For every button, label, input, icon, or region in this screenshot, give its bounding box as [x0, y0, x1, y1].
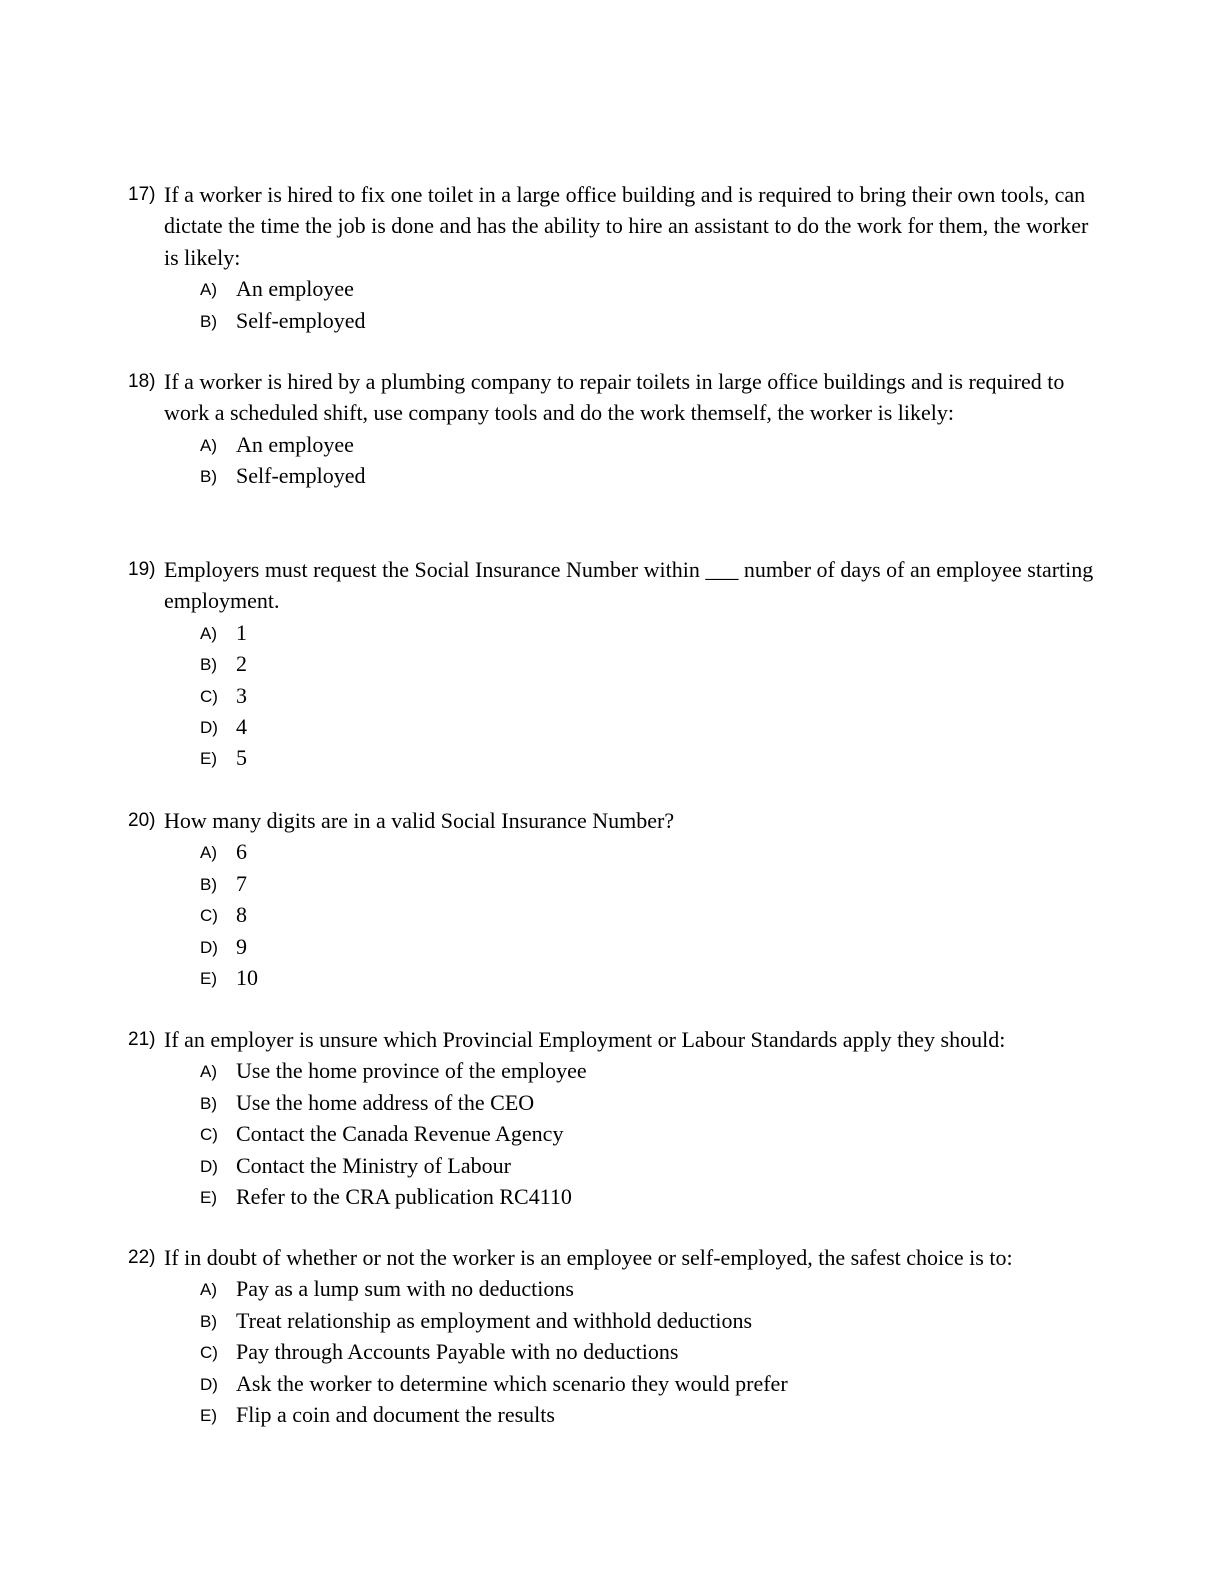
answer-option[interactable]: [128, 1150, 1098, 1181]
question-19: [128, 554, 1098, 774]
option-text: Treat relationship as employment and withhold deductions: [236, 1307, 753, 1333]
option-text: An employee: [236, 431, 354, 457]
option-letter: B): [200, 1093, 217, 1113]
question-text: If in doubt of whether or not the worker is an employee or self-employed, the safest choice is to:: [164, 1245, 1013, 1270]
answer-option[interactable]: [128, 680, 1098, 711]
answer-options: [128, 273, 1098, 336]
option-letter: D): [200, 1156, 218, 1176]
question-stem: [128, 1242, 1098, 1273]
answer-option[interactable]: [128, 899, 1098, 930]
answer-option[interactable]: [128, 1336, 1098, 1367]
answer-options: [128, 1055, 1098, 1212]
option-letter: A): [200, 435, 217, 455]
answer-option[interactable]: [128, 1368, 1098, 1399]
answer-option[interactable]: [128, 617, 1098, 648]
question-text: If a worker is hired to fix one toilet in a large office building and is required to bring their own tools, can dictate the time the job is done and has the ability to hire an assistant to do the work for them, the worker is likely:: [164, 182, 1089, 270]
option-text: Self-employed: [236, 463, 366, 489]
option-letter: D): [200, 937, 218, 957]
answer-option[interactable]: [128, 305, 1098, 336]
option-text: Use the home address of the CEO: [236, 1089, 535, 1115]
question-stem: [128, 805, 1098, 836]
option-letter: E): [200, 968, 217, 988]
question-stem: [128, 554, 1098, 617]
answer-option[interactable]: [128, 742, 1098, 773]
option-letter: A): [200, 843, 217, 863]
answer-options: [128, 429, 1098, 492]
answer-option[interactable]: [128, 273, 1098, 304]
question-stem: [128, 1024, 1098, 1055]
option-text: 3: [236, 682, 247, 708]
answer-option[interactable]: [128, 711, 1098, 742]
answer-option[interactable]: [128, 1087, 1098, 1118]
option-text: 6: [236, 839, 247, 865]
option-text: 7: [236, 870, 247, 896]
option-text: Contact the Canada Revenue Agency: [236, 1121, 564, 1147]
option-letter: B): [200, 874, 217, 894]
option-text: Self-employed: [236, 307, 366, 333]
answer-option[interactable]: [128, 1055, 1098, 1086]
answer-options: [128, 617, 1098, 774]
option-letter: E): [200, 1187, 217, 1207]
option-text: Pay as a lump sum with no deductions: [236, 1276, 574, 1302]
option-letter: C): [200, 1343, 218, 1363]
option-letter: D): [200, 1374, 218, 1394]
question-20: [128, 805, 1098, 993]
answer-options: [128, 1273, 1098, 1430]
answer-option[interactable]: [128, 962, 1098, 993]
option-text: 2: [236, 651, 247, 677]
question-22: [128, 1242, 1098, 1430]
answer-option[interactable]: [128, 1305, 1098, 1336]
option-letter: A): [200, 1062, 217, 1082]
answer-option[interactable]: [128, 1118, 1098, 1149]
option-text: 8: [236, 902, 247, 928]
option-text: An employee: [236, 276, 354, 302]
question-number: 22): [128, 1247, 156, 1268]
option-letter: C): [200, 906, 218, 926]
question-21: [128, 1024, 1098, 1212]
answer-option[interactable]: [128, 460, 1098, 491]
option-letter: B): [200, 1311, 217, 1331]
answer-option[interactable]: [128, 1273, 1098, 1304]
option-text: Use the home province of the employee: [236, 1058, 587, 1084]
question-17: [128, 179, 1098, 336]
question-number: 21): [128, 1029, 156, 1050]
option-letter: A): [200, 623, 217, 643]
question-number: 19): [128, 559, 156, 580]
option-text: Flip a coin and document the results: [236, 1401, 555, 1427]
question-text: How many digits are in a valid Social Insurance Number?: [164, 808, 675, 833]
answer-option[interactable]: [128, 1181, 1098, 1212]
option-letter: B): [200, 467, 217, 487]
question-number: 20): [128, 810, 156, 831]
question-stem: [128, 179, 1098, 273]
answer-option[interactable]: [128, 1399, 1098, 1430]
answer-option[interactable]: [128, 931, 1098, 962]
option-letter: D): [200, 717, 218, 737]
option-letter: E): [200, 749, 217, 769]
question-stem: [128, 366, 1098, 429]
question-text: Employers must request the Social Insurance Number within ___ number of days of an employee starting employment.: [164, 557, 1094, 614]
option-letter: B): [200, 655, 217, 675]
option-text: 4: [236, 713, 247, 739]
option-letter: C): [200, 686, 218, 706]
question-text: If an employer is unsure which Provincial Employment or Labour Standards apply they should:: [164, 1027, 1006, 1052]
option-text: Refer to the CRA publication RC4110: [236, 1183, 572, 1209]
question-number: 18): [128, 371, 156, 392]
answer-option[interactable]: [128, 868, 1098, 899]
option-text: Pay through Accounts Payable with no deductions: [236, 1339, 679, 1365]
option-text: 10: [236, 964, 258, 990]
option-text: 5: [236, 745, 247, 771]
option-letter: B): [200, 311, 217, 331]
option-letter: A): [200, 1280, 217, 1300]
answer-option[interactable]: [128, 429, 1098, 460]
option-letter: E): [200, 1405, 217, 1425]
question-18: [128, 366, 1098, 492]
answer-option[interactable]: [128, 648, 1098, 679]
option-text: 1: [236, 619, 247, 645]
option-text: Contact the Ministry of Labour: [236, 1152, 511, 1178]
option-text: Ask the worker to determine which scenario they would prefer: [236, 1370, 788, 1396]
option-letter: A): [200, 280, 217, 300]
question-text: If a worker is hired by a plumbing company to repair toilets in large office buildings and is required to work a scheduled shift, use company tools and do the work themself, the worker is likely:: [164, 369, 1065, 426]
question-number: 17): [128, 184, 156, 205]
option-letter: C): [200, 1125, 218, 1145]
option-text: 9: [236, 933, 247, 959]
answer-options: [128, 836, 1098, 993]
answer-option[interactable]: [128, 836, 1098, 867]
